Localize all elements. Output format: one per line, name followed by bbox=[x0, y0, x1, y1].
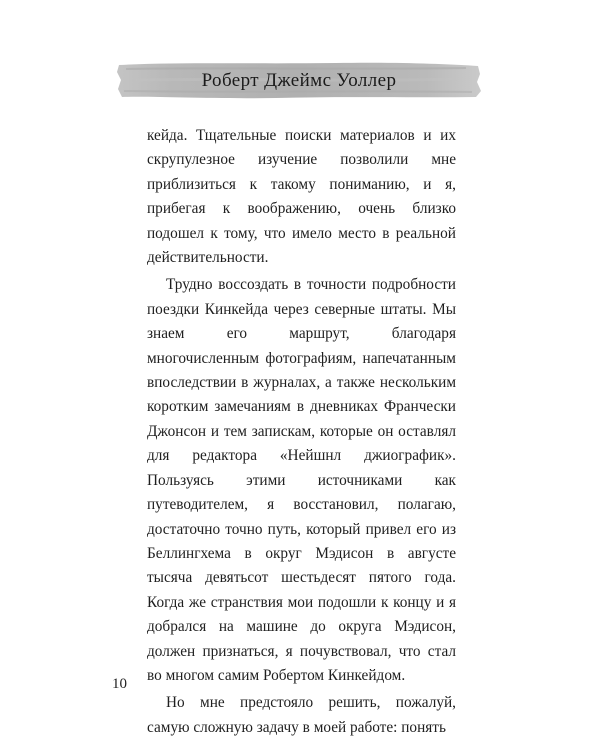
paragraph: Трудно воссоздать в точности подробности поездки Кинкейда через северные штаты. Мы знаем его маршрут, благодаря многочисленным фотографиям, напечатанным впоследствии в журналах, а также нескольким коротким замечаниям в дневниках Франчески Джонсон и тем запискам, которые он оставлял для редактора «Нейшнл джиографик». Пользуясь этими источниками как путеводителем, я восстановил, полагаю, достаточно точно путь, который привел его из Беллингхема в округ Мэдисон в августе тысяча девятьсот шестьдесят пятого года. Когда же странствия мои подошли к концу и я добрался на машине до округа Мэдисон, должен признаться, я почувствовал, что стал во многом самим Робертом Кинкейдом. bbox=[147, 276, 456, 684]
page-number: 10 bbox=[112, 676, 127, 692]
running-header bbox=[116, 60, 482, 100]
paragraph: Но мне предстояло решить, пожалуй, самую сложную задачу в моей работе: понять bbox=[147, 694, 456, 736]
page-body bbox=[147, 124, 456, 740]
header-title: Роберт Джеймс Уоллер bbox=[201, 70, 397, 91]
paragraph-continuation: кейда. Тщательные поиски материалов и их скрупулезное изучение позволили мне приблизиться к такому пониманию, и я, прибегая к воображению, очень близко подошел к тому, что имело место в реальной действительности. bbox=[147, 127, 456, 267]
